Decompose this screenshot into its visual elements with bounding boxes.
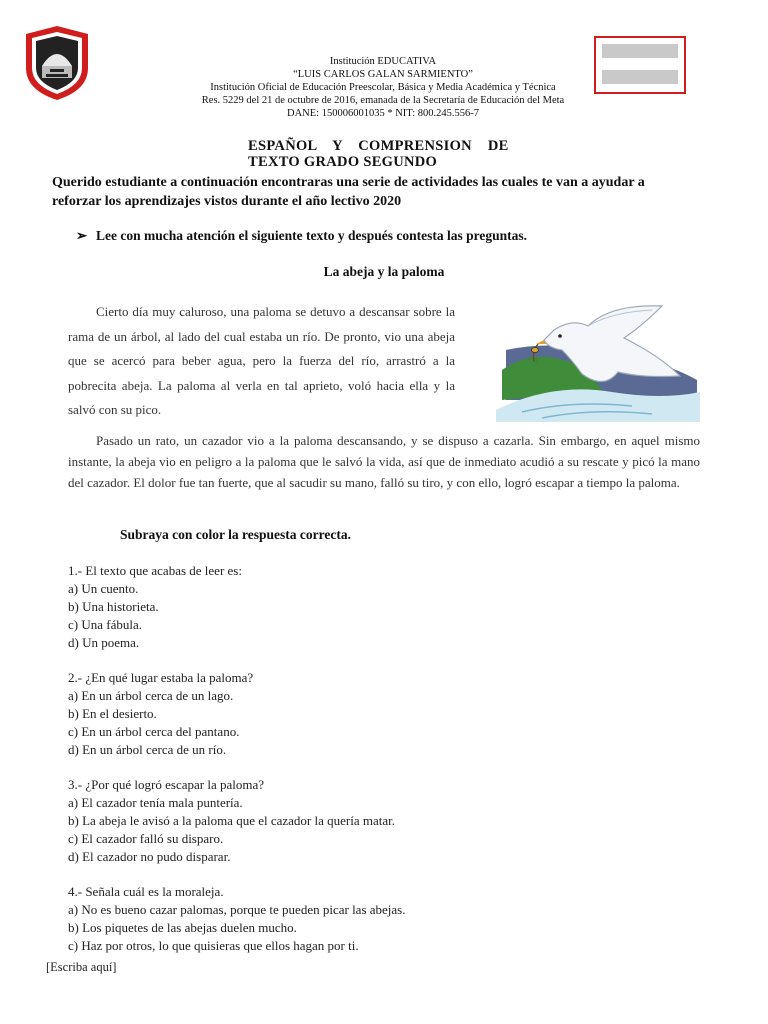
answer-option: c) Haz por otros, lo que quisieras que ellos hagan por ti. xyxy=(68,938,359,953)
instruction-text: Lee con mucha atención el siguiente texto y después contesta las preguntas. xyxy=(96,228,527,243)
dove-with-branch-icon xyxy=(492,300,704,422)
header-line: DANE: 150006001035 * NIT: 800.245.556-7 xyxy=(287,108,479,119)
story-paragraph-1 xyxy=(68,300,455,423)
questions-instruction: Subraya con color la respuesta correcta. xyxy=(120,527,351,542)
answer-option: d) En un árbol cerca de un río. xyxy=(68,742,227,757)
answer-option: a) El cazador tenía mala puntería. xyxy=(68,795,243,810)
question-2 xyxy=(68,669,708,759)
institution-header xyxy=(140,55,626,120)
answer-option: a) Un cuento. xyxy=(68,581,139,596)
answer-option: c) En un árbol cerca del pantano. xyxy=(68,724,240,739)
header-line: Res. 5229 del 21 de octubre de 2016, emanada de la Secretaría de Educación del Meta xyxy=(201,95,565,106)
answer-option: b) En el desierto. xyxy=(68,706,157,721)
intro-text: Querido estudiante a continuación encontraras una serie de actividades las cuales te van a ayudar a reforzar los aprendizajes vistos durante el año lectivo 2020 xyxy=(52,175,645,209)
answer-option: b) Una historieta. xyxy=(68,599,159,614)
question-text: 3.- ¿Por qué logró escapar la paloma? xyxy=(68,777,265,792)
question-text: 2.- ¿En qué lugar estaba la paloma? xyxy=(68,670,254,685)
answer-option: b) Los piquetes de las abejas duelen mucho. xyxy=(68,920,297,935)
story-title: La abeja y la paloma xyxy=(323,264,445,279)
answer-option: a) En un árbol cerca de un lago. xyxy=(68,688,234,703)
question-list xyxy=(68,562,708,972)
paragraph-2-text: Pasado un rato, un cazador vio a la paloma descansando, y se dispuso a cazarla. Sin embargo, en aquel mismo instante, la abeja vio en peligro a la paloma que le salvó la vida, así que de inmediato acudió a su rescate y picó la mano del cazador. El dolor fue tan fuerte, que al sacudir su mano, falló su tiro, y con ello, logró escapar a tiempo la paloma. xyxy=(68,433,700,490)
answer-option: c) Una fábula. xyxy=(68,617,142,632)
header-line: Institución Oficial de Educación Preescolar, Básica y Media Académica y Técnica xyxy=(210,82,556,93)
paragraph-1-text: Cierto día muy caluroso, una paloma se detuvo a descansar sobre la rama de un árbol, al lado del cual estaba un río. De pronto, vio una abeja que se acercó para beber agua, pero la fuerza del río, arrastró a la pobrecita abeja. La paloma al verla en tal aprieto, voló hacia ella y la salvó con su pico. xyxy=(68,304,455,417)
answer-option: b) La abeja le avisó a la paloma que el cazador la quería matar. xyxy=(68,813,395,828)
school-crest-icon xyxy=(20,24,94,102)
question-3 xyxy=(68,776,708,866)
question-4 xyxy=(68,883,708,955)
story-paragraph-2 xyxy=(68,430,700,493)
header-line: Institución EDUCATIVA xyxy=(329,56,437,67)
question-text: 4.- Señala cuál es la moraleja. xyxy=(68,884,224,899)
title-line-2: TEXTO GRADO SEGUNDO xyxy=(248,154,438,170)
answer-option: a) No es bueno cazar palomas, porque te pueden picar las abejas. xyxy=(68,902,406,917)
answer-option: d) El cazador no pudo disparar. xyxy=(68,849,231,864)
question-text: 1.- El texto que acabas de leer es: xyxy=(68,563,242,578)
write-here-placeholder[interactable]: [Escriba aquí] xyxy=(46,960,117,974)
document-title xyxy=(248,138,509,170)
arrow-bullet-icon: ➢ xyxy=(76,228,88,243)
answer-option: d) Un poema. xyxy=(68,635,140,650)
title-line-1: ESPAÑOL Y COMPRENSION DE xyxy=(248,138,509,154)
answer-option: c) El cazador falló su disparo. xyxy=(68,831,224,846)
instruction xyxy=(76,228,527,244)
header-line: “LUIS CARLOS GALAN SARMIENTO” xyxy=(293,69,473,80)
question-1 xyxy=(68,562,708,652)
